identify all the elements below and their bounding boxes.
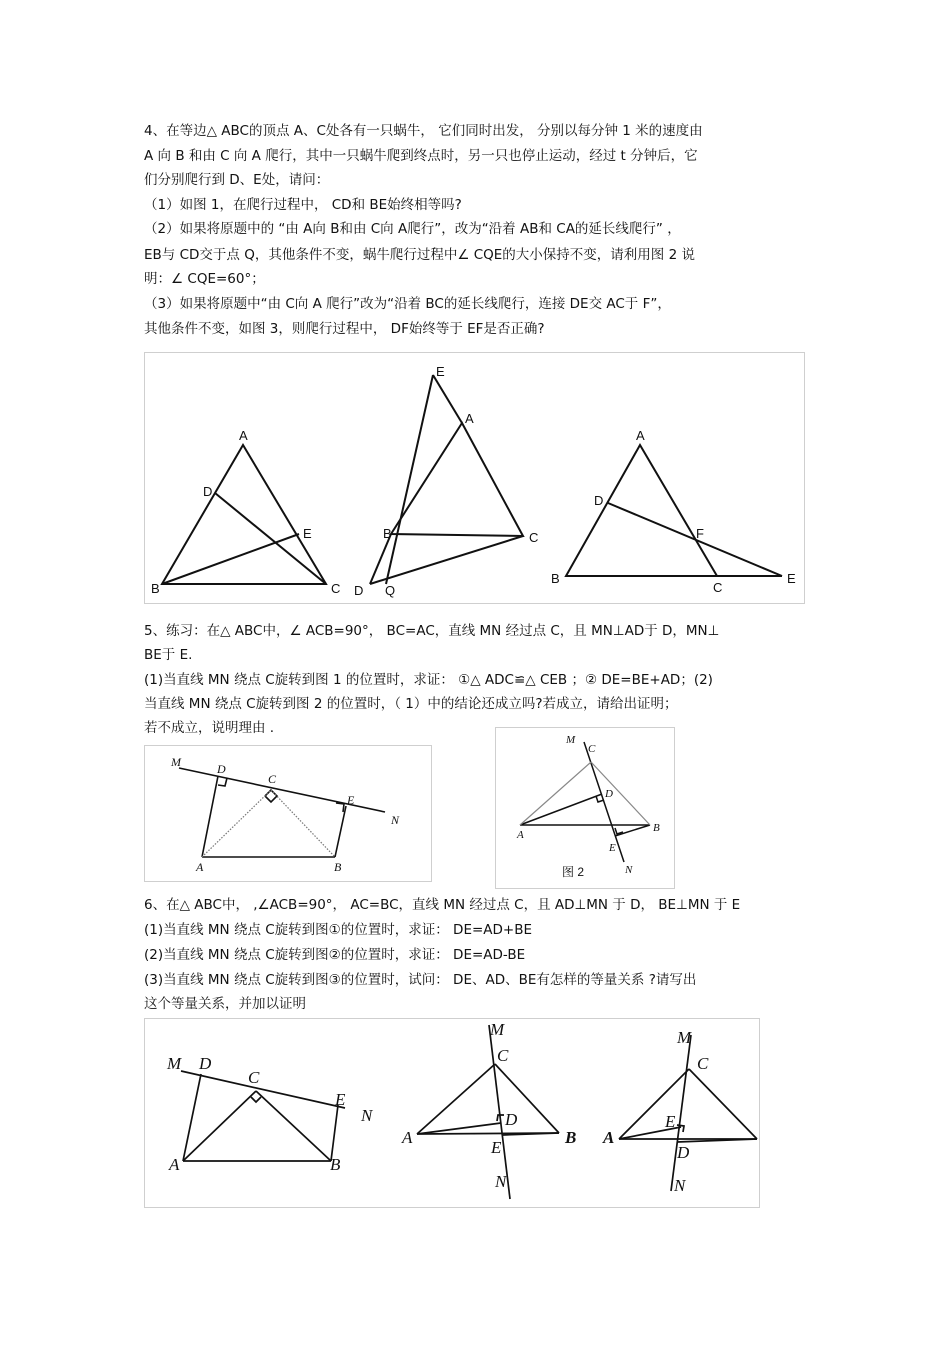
q6-fig1-label-e: E	[335, 1090, 346, 1109]
q6-fig2-label-m: M	[490, 1020, 505, 1039]
q5-fig1-label-c: C	[268, 772, 277, 786]
q6-fig1-right-angle-c	[251, 1097, 261, 1102]
q6-fig1-segment-ac	[183, 1091, 256, 1161]
q6-fig1-label-a: A	[169, 1155, 180, 1174]
q6-line-3: (2)当直线 MN 绕点 C旋转到图②的位置时，求证： DE=AD-BE	[144, 947, 526, 963]
q4-fig2-label-c: C	[529, 530, 539, 545]
q5-line-1: 5、练习：在△ ABC中，∠ ACB=90°， BC=AC，直线 MN 经过点 C，且 MN⊥AD于 D，MN⊥	[144, 623, 720, 639]
q5-fig2-segment-cb	[591, 762, 650, 825]
q4-line-5: （2）如果将原题中的 “由 A向 B和由 C向 A爬行”，改为“沿着 AB和 CA的延长线爬行” ，	[144, 221, 681, 237]
q6-fig2-label-c: C	[497, 1046, 509, 1065]
q5-fig2-label-n: N	[625, 864, 633, 876]
q4-fig1-label-c: C	[331, 581, 341, 596]
q4-fig3-label-d: D	[594, 493, 604, 508]
q4-fig1-label-b: B	[151, 581, 160, 596]
q5-fig1-label-b: B	[334, 860, 342, 874]
q4-fig2-label-b: B	[383, 526, 392, 541]
q5-line-3: (1)当直线 MN 绕点 C旋转到图 1 的位置时，求证： ①△ ADC≌△ CEB ；② DE=BE+AD；(2)	[144, 672, 713, 688]
q6-fig3-label-n: N	[674, 1176, 686, 1195]
q5-line-5: 若不成立，说明理由 .	[144, 720, 275, 736]
q5-fig1-label-a: A	[196, 860, 204, 874]
q4-line-9: 其他条件不变，如图 3，则爬行过程中， DF始终等于 EF是否正确?	[144, 321, 545, 337]
q5-fig2-segment-ac	[520, 762, 591, 825]
q6-line-4: (3)当直线 MN 绕点 C旋转到图③的位置时，试问： DE、AD、BE有怎样的等量关系 ?请写出	[144, 972, 697, 988]
q5-line-4: 当直线 MN 绕点 C旋转到图 2 的位置时，（ 1）中的结论还成立吗?若成立，请给出证明；	[144, 696, 678, 712]
q6-line-2: (1)当直线 MN 绕点 C旋转到图①的位置时，求证： DE=AD+BE	[144, 922, 533, 938]
q6-fig1-label-b: B	[330, 1155, 341, 1174]
q6-fig2-label-a: A	[402, 1128, 413, 1147]
q6-figure-panel	[144, 1018, 760, 1208]
q4-fig3-label-a: A	[636, 428, 645, 443]
q5-fig2-segment-be	[615, 825, 650, 836]
q4-fig2-label-e: E	[436, 364, 445, 379]
q6-figures-svg	[145, 1019, 759, 1207]
q4-fig2-triangle	[391, 423, 523, 536]
q6-fig3-label-c: C	[697, 1054, 709, 1073]
q4-line-8: （3）如果将原题中“由 C向 A 爬行”改为“沿着 BC的延长线爬行，连接 DE交 AC于 F”，	[144, 296, 671, 312]
q6-fig2-label-n: N	[495, 1172, 507, 1191]
q4-fig1-segment-be	[162, 534, 299, 584]
q6-fig1-label-c: C	[248, 1068, 260, 1087]
q5-fig1-svg	[145, 746, 431, 881]
q4-fig1-label-a: A	[239, 428, 248, 443]
q6-fig1-segment-be	[331, 1105, 338, 1161]
q5-fig1-segment-ac	[202, 790, 271, 857]
q5-fig1-segment-be	[335, 806, 346, 857]
q5-fig1-label-m: M	[171, 755, 181, 769]
q4-fig3-segment-de	[608, 503, 782, 576]
q4-fig1-label-e: E	[303, 526, 312, 541]
q6-fig1-label-m: M	[167, 1054, 182, 1073]
q6-fig1-label-d: D	[199, 1054, 212, 1073]
q6-fig3-segment-cb	[689, 1069, 757, 1139]
q5-fig1-right-angle-d	[218, 778, 227, 786]
q6-line-5: 这个等量关系，并加以证明	[144, 996, 306, 1012]
q5-fig1-right-angle-c	[265, 790, 277, 802]
q4-figure-panel	[144, 352, 805, 604]
q4-fig1-label-d: D	[203, 484, 213, 499]
q6-line-1: 6、在△ ABC中， ,∠ACB=90°， AC=BC，直线 MN 经过点 C，且 AD⊥MN 于 D， BE⊥MN 于 E	[144, 897, 741, 913]
q4-fig2-segment-dc	[370, 536, 523, 584]
q5-fig1-right-angle-e	[336, 803, 344, 812]
q4-fig2-label-a: A	[465, 411, 474, 426]
q6-fig2-label-e: E	[491, 1138, 502, 1157]
q4-line-7: 明：∠ CQE=60°；	[144, 271, 265, 287]
q5-fig2-label-c: C	[588, 743, 596, 755]
q5-figure-1	[144, 745, 432, 882]
q5-fig2-label-e: E	[609, 842, 616, 854]
q4-line-6: EB与 CD交于点 Q，其他条件不变，蜗牛爬行过程中∠ CQE的大小保持不变，请利用图 2 说	[144, 247, 695, 263]
q4-line-2: A 向 B 和由 C 向 A 爬行，其中一只蜗牛爬到终点时，另一只也停止运动，经过 t 分钟后，它	[144, 148, 698, 164]
q5-line-2: BE于 E.	[144, 647, 193, 663]
q6-fig3-label-a: A	[603, 1128, 615, 1147]
q5-fig1-label-e: E	[347, 793, 355, 807]
q6-fig1-line-mn	[181, 1071, 345, 1108]
q6-fig2-label-d: D	[505, 1110, 518, 1129]
q4-line-4: （1）如图 1，在爬行过程中， CD和 BE始终相等吗?	[144, 197, 462, 213]
q6-fig2-segment-ac	[417, 1064, 495, 1134]
q5-fig2-label-a: A	[517, 829, 524, 841]
q5-fig1-label-d: D	[217, 762, 226, 776]
q4-fig3-label-f: F	[696, 526, 704, 541]
q4-fig3-label-b: B	[551, 571, 560, 586]
q6-fig1-segment-ad	[183, 1074, 201, 1161]
q4-fig3-triangle	[566, 445, 717, 576]
q4-fig2-label-d: D	[354, 583, 364, 598]
q5-fig2-line-mn	[584, 742, 624, 862]
q4-fig3-label-e: E	[787, 571, 796, 586]
q4-line-1: 4、在等边△ ABC的顶点 A、C处各有一只蜗牛， 它们同时出发， 分别以每分钟 1 米的速度由	[144, 123, 703, 139]
q5-figure-2	[495, 727, 675, 889]
q4-fig2-label-q: Q	[385, 583, 396, 598]
q5-fig2-label-d: D	[605, 788, 613, 800]
q6-fig2-segment-ad	[417, 1123, 501, 1134]
q4-fig3-label-c: C	[713, 580, 723, 595]
q5-fig1-label-n: N	[391, 813, 400, 827]
q4-figures-svg	[145, 353, 804, 603]
q4-fig2-ca-extension	[433, 375, 462, 423]
q5-fig2-right-angle-e	[615, 828, 623, 834]
q5-fig2-caption: 图 2	[562, 865, 585, 879]
q6-fig2-label-b: B	[565, 1128, 577, 1147]
q6-fig1-label-n: N	[361, 1106, 373, 1125]
q4-line-3: 们分别爬行到 D、E处，请问：	[144, 172, 330, 188]
q6-fig3-label-d: D	[677, 1143, 690, 1162]
q5-fig2-label-m: M	[566, 734, 576, 746]
q6-fig3-label-e: E	[665, 1112, 676, 1131]
q5-fig2-segment-ad	[520, 794, 602, 825]
q5-fig1-segment-ad	[202, 776, 218, 857]
q5-fig2-svg	[496, 728, 674, 888]
q5-fig2-label-b: B	[653, 822, 660, 834]
q6-fig3-label-m: M	[677, 1028, 692, 1047]
